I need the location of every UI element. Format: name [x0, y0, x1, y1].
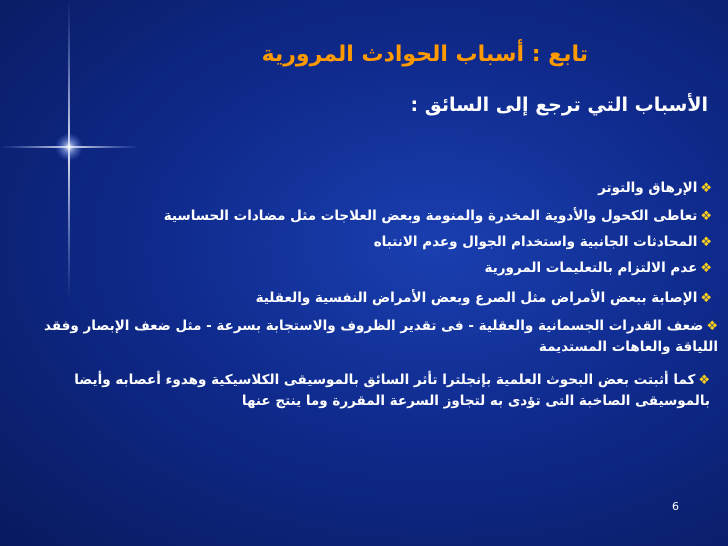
bullet-marker-icon: ❖ [700, 209, 712, 224]
bullet-text: المحادثات الجانبية واستخدام الجوال وعدم الانتباه [373, 234, 698, 250]
bullet-text: كما أثبتت بعض البحوث العلمية بإنجلترا تأثر السائق بالموسيقى الكلاسيكية وهدوء أعصابه وأيضا بالموسيقى الصاخبة التى تؤدى به لتجاوز السرعة المقررة وما ينتج عنها [74, 372, 710, 409]
bullet-item [598, 178, 712, 199]
bullet-text: عدم الالتزام بالتعليمات المرورية [484, 260, 698, 276]
bullet-marker-icon: ❖ [700, 291, 712, 306]
bullet-marker-icon: ❖ [700, 261, 712, 276]
bullet-marker-icon: ❖ [706, 319, 718, 334]
bullet-item [485, 258, 712, 279]
bullet-text: الإصابة ببعض الأمراض مثل الصرع وبعض الأمراض النفسية والعقلية [255, 290, 698, 306]
bullet-marker-icon: ❖ [698, 373, 710, 388]
bullet-text: الإرهاق والتوتر [598, 180, 698, 196]
bullet-marker-icon: ❖ [700, 181, 712, 196]
bullet-item [256, 288, 712, 309]
page-number: 6 [672, 500, 679, 513]
bullet-text: ضعف القدرات الجسمانية والعقلية - فى تقدير الظروف والاستجابة بسرعة - مثل ضعف الإبصار وفقد اللياقة والعاهات المستديمة [44, 318, 718, 355]
bullet-marker-icon: ❖ [700, 235, 712, 250]
slide-title: تابع : أسباب الحوادث المرورية [261, 42, 588, 67]
bullet-item [164, 206, 712, 227]
sparkle-decoration-icon [0, 0, 140, 300]
bullet-item [14, 370, 710, 411]
bullet-item [12, 316, 718, 357]
bullet-item [374, 232, 712, 253]
bullet-text: تعاطى الكحول والأدوية المخدرة والمنومة وبعض العلاجات مثل مضادات الحساسية [163, 208, 698, 224]
slide-subtitle: الأسباب التي ترجع إلى السائق : [410, 94, 708, 116]
